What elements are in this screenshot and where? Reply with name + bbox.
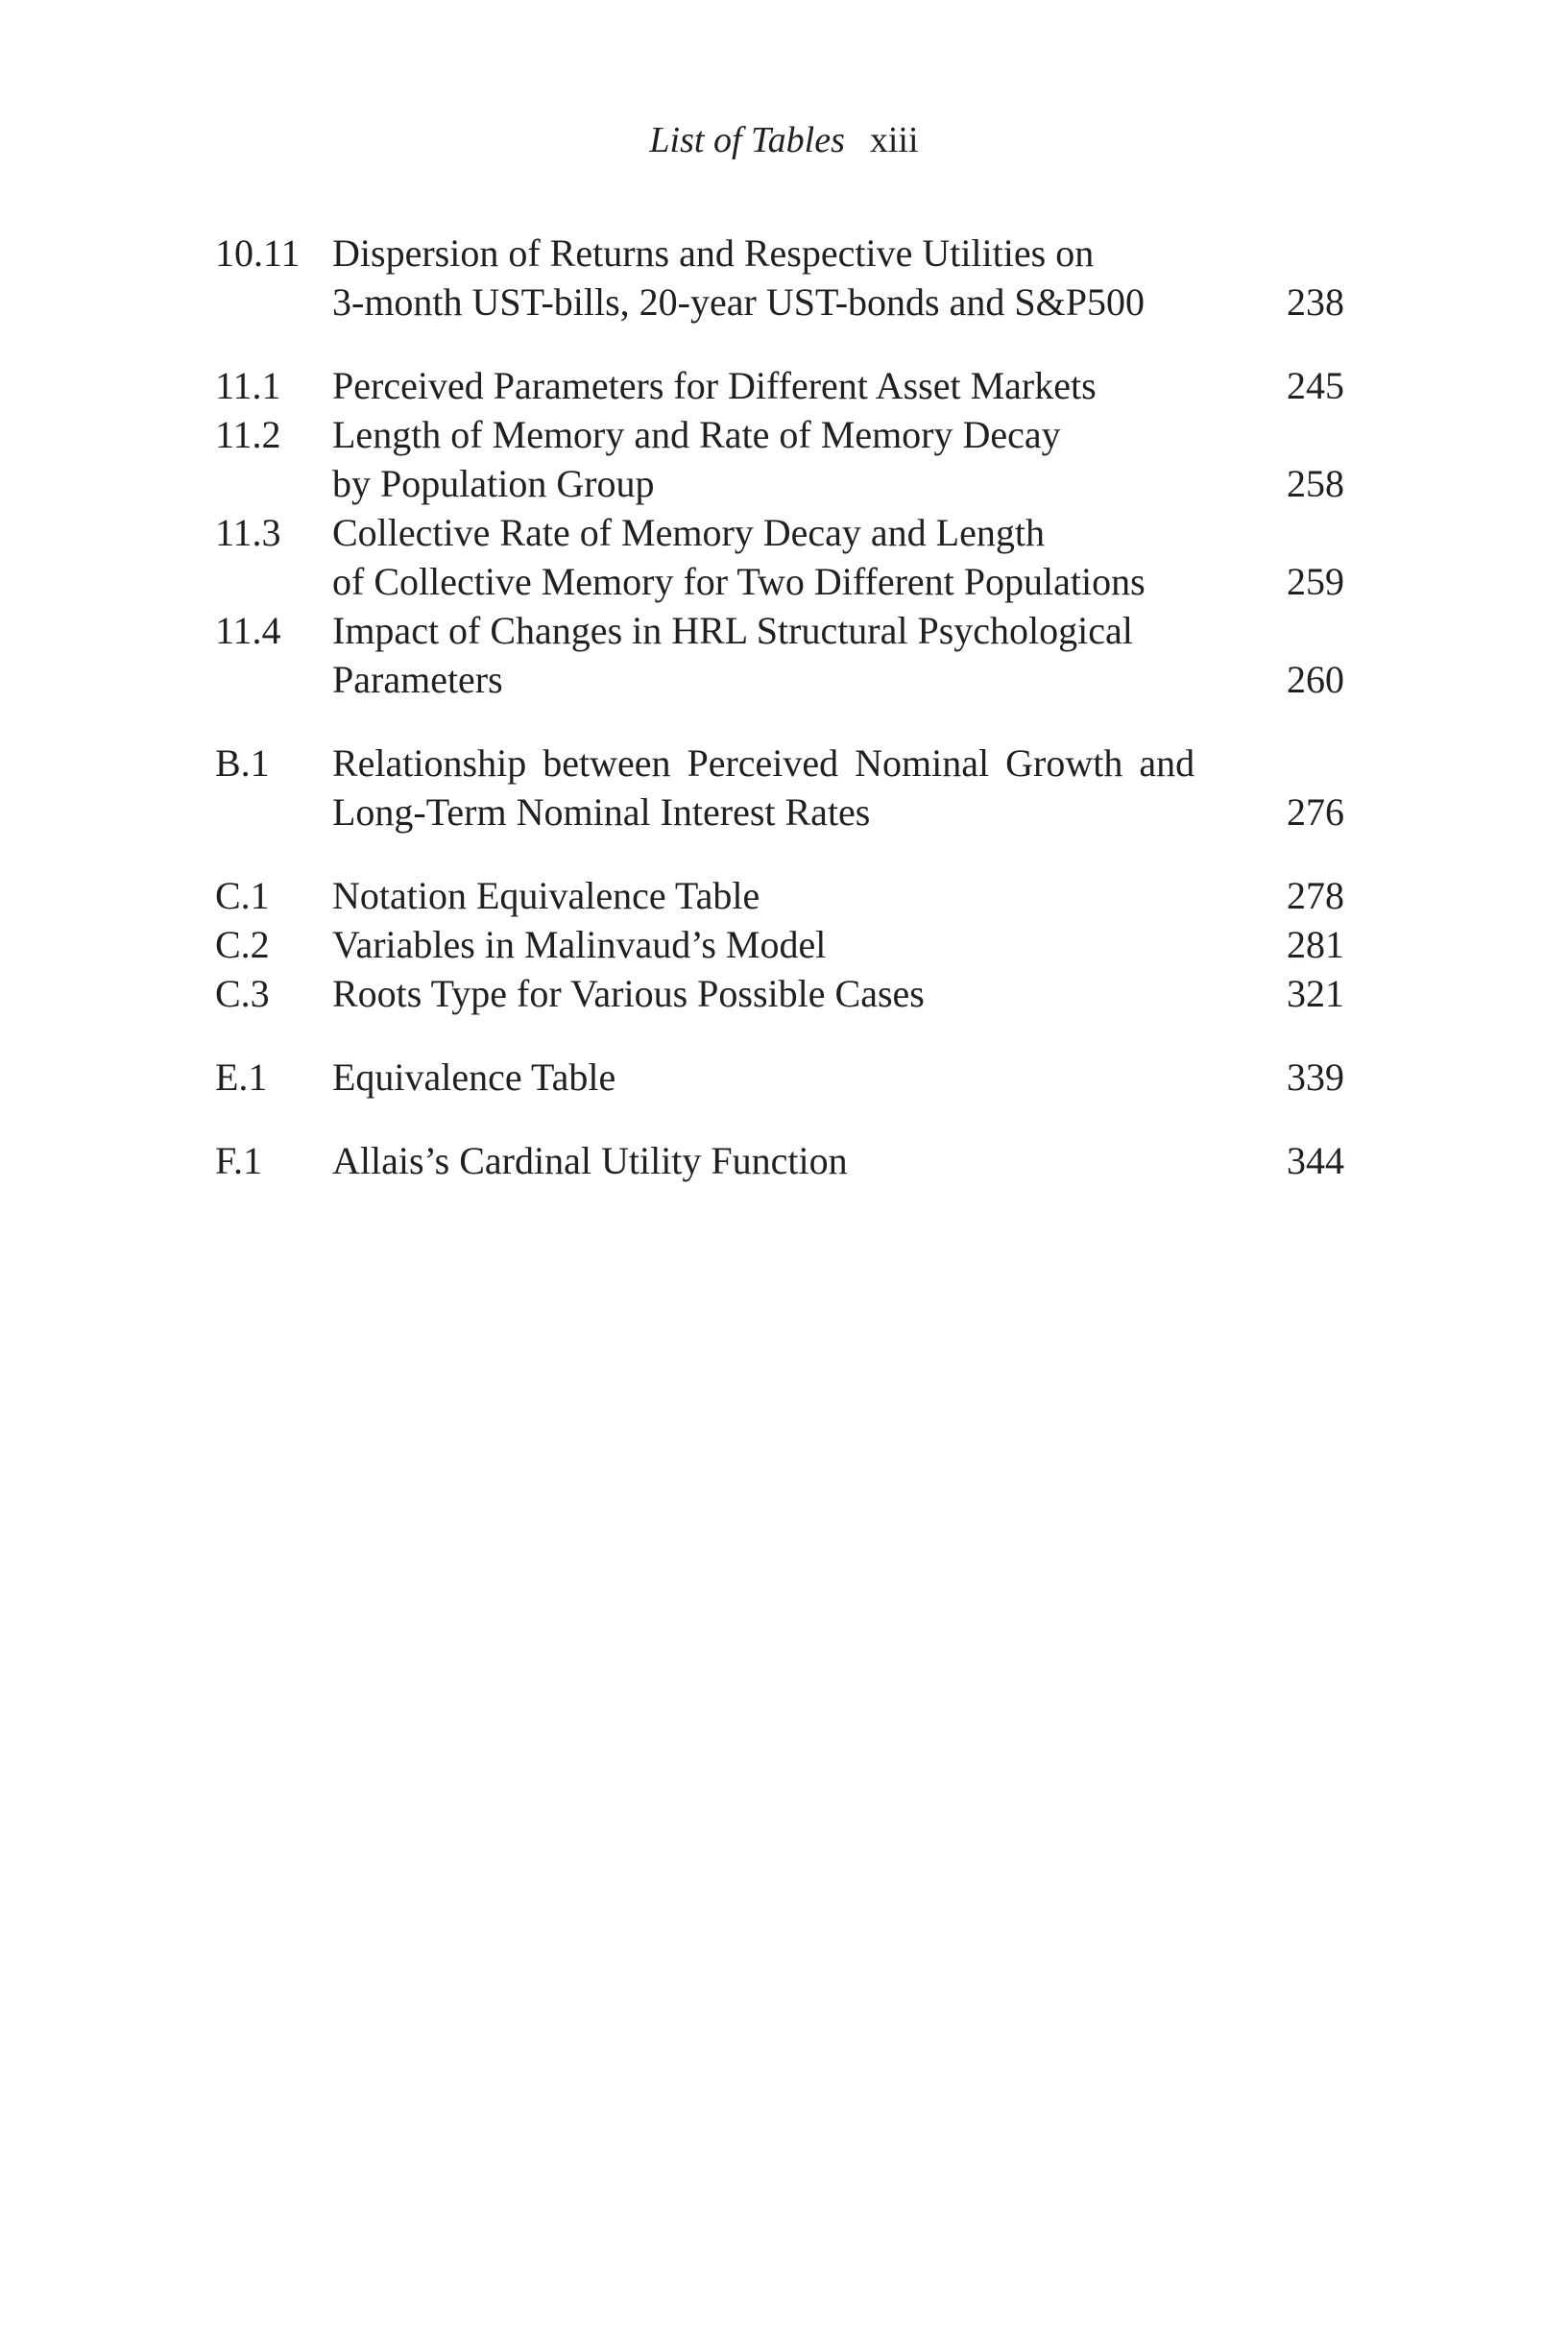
table-title-line: Allais’s Cardinal Utility Function	[332, 1139, 848, 1182]
table-title	[332, 739, 1292, 837]
page-ref: 321	[1287, 972, 1344, 1015]
table-title	[332, 508, 1292, 606]
toc-entry	[215, 361, 1344, 410]
table-title	[332, 1053, 1292, 1102]
toc-entry	[215, 871, 1344, 920]
toc-group	[215, 739, 1344, 837]
table-title	[332, 871, 1292, 920]
table-title	[332, 606, 1292, 704]
table-number: C.1	[215, 874, 270, 917]
toc-entry	[215, 969, 1344, 1018]
table-title	[332, 969, 1292, 1018]
toc-group	[215, 871, 1344, 1018]
table-title-line: by Population Group	[332, 462, 655, 505]
table-title-line: Dispersion of Returns and Respective Utilities on	[332, 231, 1095, 275]
page-ref: 339	[1287, 1055, 1344, 1099]
page-ref: 281	[1287, 923, 1344, 966]
table-title	[332, 1136, 1292, 1185]
table-title	[332, 361, 1292, 410]
toc-entry	[215, 410, 1344, 508]
toc-group	[215, 1136, 1344, 1185]
toc-group	[215, 1053, 1344, 1102]
table-title-line: Perceived Parameters for Different Asset Markets	[332, 364, 1097, 407]
page-ref: 245	[1287, 364, 1344, 407]
table-title	[332, 229, 1292, 327]
table-title	[332, 920, 1292, 969]
page-ref: 259	[1287, 560, 1344, 603]
toc-entry	[215, 229, 1344, 327]
page-number: xiii	[869, 120, 919, 160]
toc-group	[215, 361, 1344, 704]
page-ref: 344	[1287, 1139, 1344, 1182]
toc-entry	[215, 606, 1344, 704]
toc-entry	[215, 739, 1344, 837]
running-head-title: List of Tables	[649, 120, 845, 160]
table-title-line: Equivalence Table	[332, 1055, 616, 1099]
table-number: E.1	[215, 1055, 268, 1099]
page-ref: 260	[1287, 658, 1344, 701]
toc-entry	[215, 508, 1344, 606]
table-number: 11.2	[215, 413, 281, 456]
table-title-line: Parameters	[332, 658, 503, 701]
running-head	[0, 113, 1568, 167]
page-ref: 258	[1287, 462, 1344, 505]
table-number: F.1	[215, 1139, 263, 1182]
table-title-line: of Collective Memory for Two Different Populations	[332, 560, 1146, 603]
table-number: 10.11	[215, 231, 301, 275]
toc-group	[215, 229, 1344, 327]
table-number: 11.1	[215, 364, 281, 407]
page-ref: 276	[1287, 790, 1344, 834]
table-title-line: Variables in Malinvaud’s Model	[332, 923, 827, 966]
list-of-tables	[215, 229, 1344, 1220]
table-number: C.2	[215, 923, 270, 966]
table-title	[332, 410, 1292, 508]
table-number: 11.3	[215, 511, 281, 554]
table-number: B.1	[215, 741, 270, 785]
table-title-line: Impact of Changes in HRL Structural Psychological	[332, 609, 1133, 652]
table-title-line: Length of Memory and Rate of Memory Decay	[332, 413, 1061, 456]
table-title-line: Relationship between Perceived Nominal Growth and	[332, 741, 1195, 785]
toc-entry	[215, 1136, 1344, 1185]
toc-entry	[215, 1053, 1344, 1102]
toc-entry	[215, 920, 1344, 969]
table-title-line: Collective Rate of Memory Decay and Length	[332, 511, 1045, 554]
page-ref: 238	[1287, 280, 1344, 324]
table-number: C.3	[215, 972, 270, 1015]
table-number: 11.4	[215, 609, 281, 652]
page-ref: 278	[1287, 874, 1344, 917]
table-title-line: Long-Term Nominal Interest Rates	[332, 790, 871, 834]
table-title-line: Roots Type for Various Possible Cases	[332, 972, 925, 1015]
table-title-line: 3-month UST-bills, 20-year UST-bonds and S&P500	[332, 280, 1145, 324]
table-title-line: Notation Equivalence Table	[332, 874, 760, 917]
